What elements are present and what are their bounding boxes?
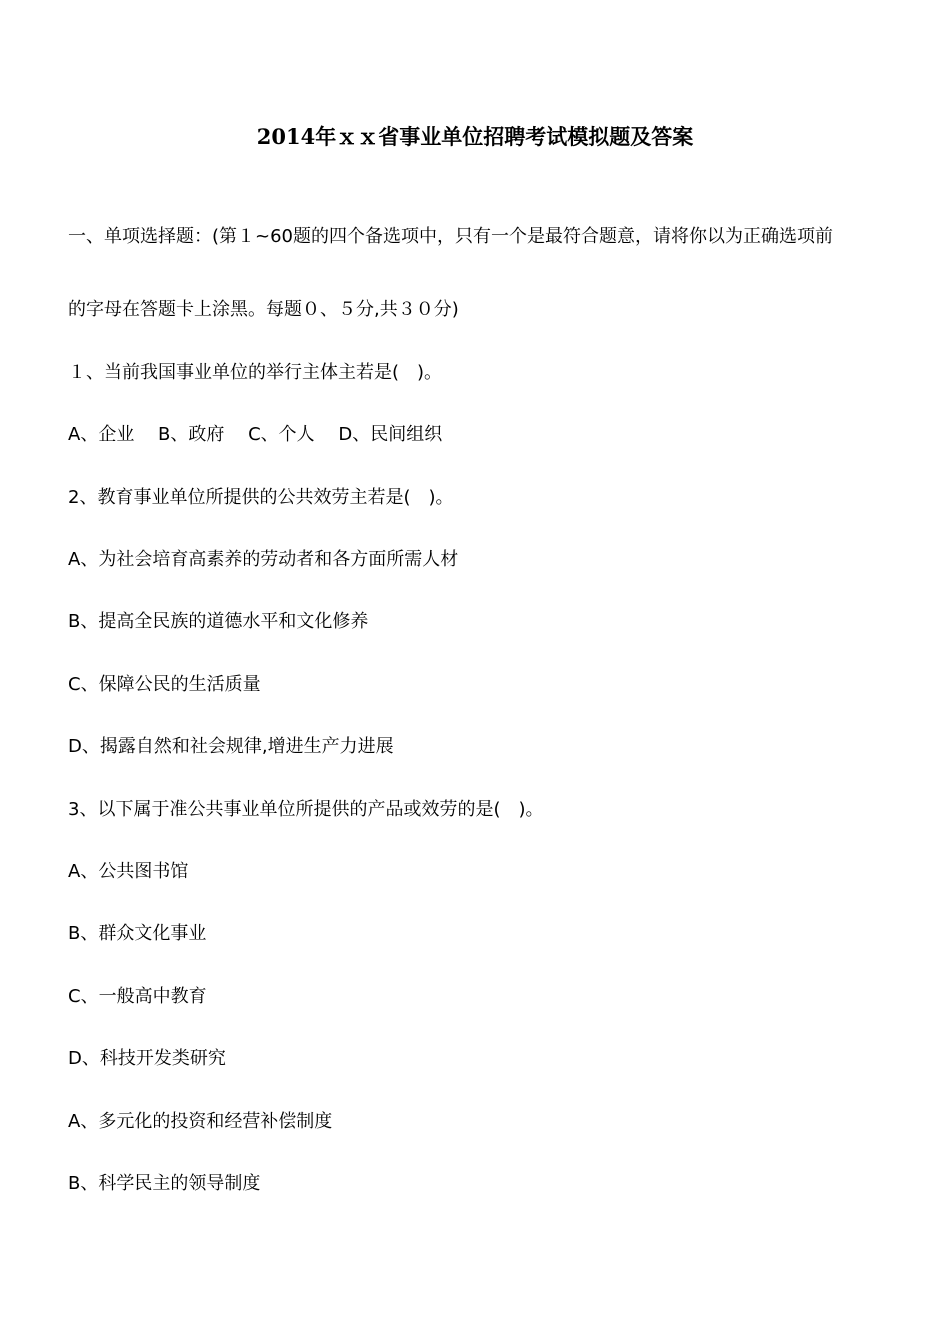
question-2-option-b: B、提高全民族的道德水平和文化修养: [68, 611, 369, 632]
section-intro-line-1: 一、单项选择题：(第１~60题的四个备选项中，只有一个是最符合题意，请将你以为正确选项前: [68, 226, 834, 247]
question-3-option-d: D、科技开发类研究: [68, 1048, 226, 1069]
document-title: 2014年ｘｘ省事业单位招聘考试模拟题及答案: [256, 124, 694, 149]
question-2-option-d: D、揭露自然和社会规律,增进生产力进展: [68, 736, 394, 757]
question-2-text: 2、教育事业单位所提供的公共效劳主若是( )。: [68, 487, 454, 508]
next-question-option-b: B、科学民主的领导制度: [68, 1173, 261, 1194]
question-3-text: 3、以下属于准公共事业单位所提供的产品或效劳的是( )。: [68, 799, 544, 820]
next-question-option-a: A、多元化的投资和经营补偿制度: [68, 1111, 333, 1132]
section-intro-line-2: 的字母在答题卡上涂黑。每题０、５分,共３０分): [68, 299, 459, 320]
question-1-options: A、企业 B、政府 C、个人 D、民间组织: [68, 424, 443, 445]
question-3-option-b: B、群众文化事业: [68, 923, 207, 944]
question-2-option-a: A、为社会培育高素养的劳动者和各方面所需人材: [68, 549, 459, 570]
question-1-text: １、当前我国事业单位的举行主体主若是( )。: [68, 362, 443, 383]
question-3-option-a: A、公共图书馆: [68, 861, 189, 882]
question-3-option-c: C、一般高中教育: [68, 986, 207, 1007]
question-2-option-c: C、保障公民的生活质量: [68, 674, 261, 695]
